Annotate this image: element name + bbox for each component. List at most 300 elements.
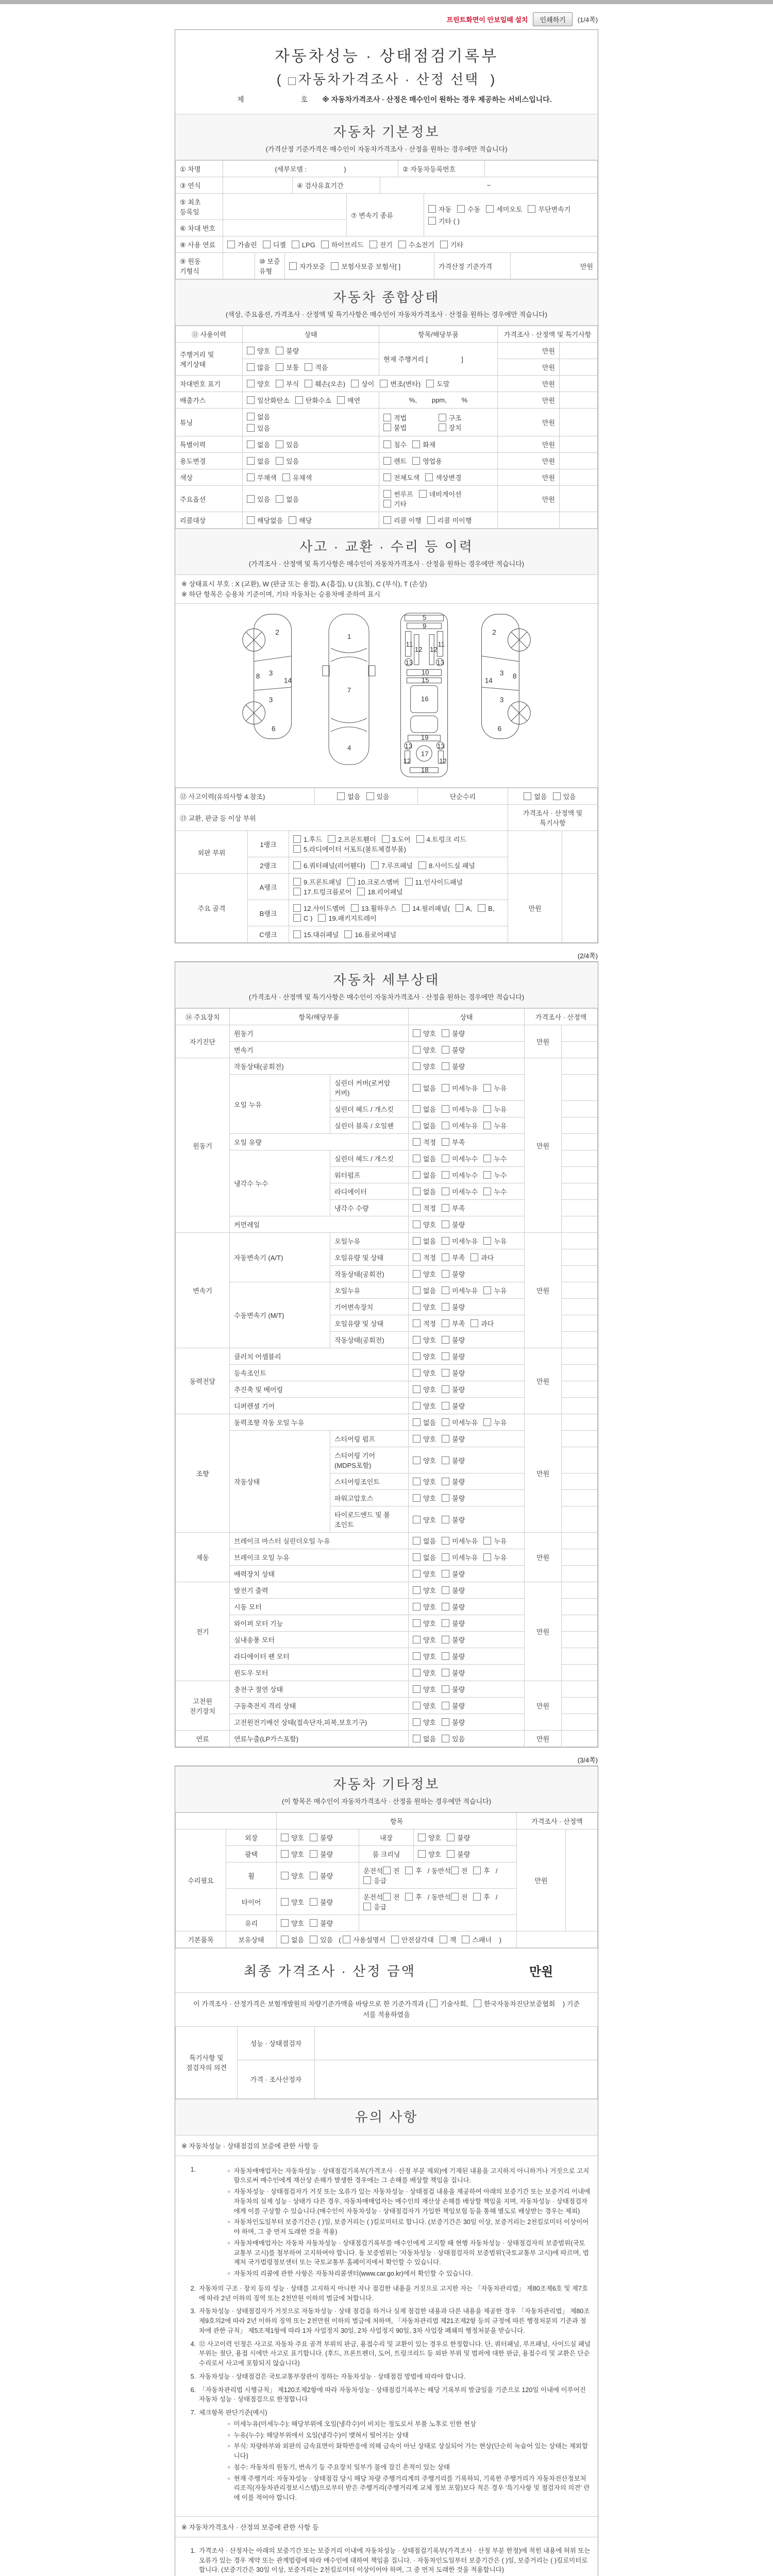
checkbox[interactable]	[483, 1084, 491, 1092]
checkbox[interactable]	[413, 1270, 421, 1278]
checkbox[interactable]	[413, 1570, 421, 1578]
checkbox[interactable]	[483, 1188, 491, 1195]
checkbox[interactable]	[442, 1402, 449, 1410]
amount-cell[interactable]	[562, 1698, 598, 1714]
checkbox[interactable]	[402, 904, 410, 912]
amount-cell[interactable]	[562, 1332, 598, 1348]
checkbox-label: 후	[415, 1893, 422, 1901]
amount-cell[interactable]	[562, 1299, 598, 1315]
checkbox[interactable]	[439, 414, 446, 421]
checkbox[interactable]	[413, 1385, 421, 1393]
checkbox[interactable]	[425, 473, 433, 481]
checkbox[interactable]	[442, 1685, 449, 1693]
checkbox[interactable]	[427, 516, 435, 524]
inspector-opinion-cell[interactable]	[315, 2026, 598, 2060]
checkbox[interactable]	[281, 1898, 289, 1906]
checkbox[interactable]	[442, 1652, 449, 1660]
table-row: 차대번호 표기 양호 부식 훼손(오손) 상이 변조(변타) 도말 만원	[176, 376, 598, 392]
checkbox[interactable]	[416, 835, 424, 843]
price-cell[interactable]: 만원	[525, 1533, 562, 1582]
checkbox[interactable]	[247, 396, 255, 404]
item-label: 시동 모터	[230, 1599, 409, 1615]
checkbox[interactable]	[412, 440, 420, 448]
submodel-cell[interactable]: (세부모델 : )	[223, 161, 398, 177]
checkbox[interactable]	[383, 1867, 391, 1874]
checkbox[interactable]	[282, 473, 290, 481]
checkbox[interactable]	[310, 1936, 317, 1943]
checkbox[interactable]	[442, 1636, 449, 1643]
checkbox[interactable]	[351, 904, 359, 912]
checkbox[interactable]	[337, 792, 345, 800]
checkbox[interactable]	[351, 380, 359, 387]
checkbox[interactable]	[442, 1494, 449, 1502]
checkbox[interactable]	[413, 1718, 421, 1726]
checkbox[interactable]	[413, 1188, 421, 1195]
section-basic-header: 자동차 기본정보 (가격산정 기준가격은 매수인이 자동차가격조사 · 산정을 원하는 경우에만 적습니다)	[175, 114, 598, 160]
checkbox[interactable]	[347, 878, 355, 886]
final-price-value[interactable]: 만원	[529, 1965, 553, 1979]
amount-cell[interactable]	[562, 1025, 598, 1042]
checkbox[interactable]	[451, 1867, 459, 1874]
checkbox[interactable]	[413, 1669, 421, 1676]
checkbox[interactable]	[310, 1834, 317, 1841]
checkbox[interactable]	[305, 380, 312, 387]
checkbox[interactable]	[413, 1336, 421, 1344]
checkbox[interactable]	[289, 262, 297, 270]
amount-cell[interactable]	[562, 1398, 598, 1414]
checkbox[interactable]	[483, 1155, 491, 1162]
checkbox[interactable]	[413, 1303, 421, 1311]
state-options	[409, 1681, 525, 1698]
checkbox[interactable]	[405, 1867, 413, 1874]
checkbox[interactable]	[483, 1537, 491, 1545]
amount-cell[interactable]	[562, 1058, 598, 1075]
checkbox[interactable]	[442, 1105, 449, 1113]
checkbox[interactable]	[413, 1435, 421, 1443]
checkbox[interactable]	[442, 1286, 449, 1294]
checkbox-label: 없음	[257, 441, 271, 449]
checkbox[interactable]	[276, 440, 283, 448]
checkbox[interactable]	[553, 792, 561, 800]
checkbox[interactable]	[247, 380, 255, 387]
checkbox[interactable]	[413, 1418, 421, 1426]
checkbox[interactable]	[295, 396, 303, 404]
checkbox[interactable]	[281, 1936, 289, 1943]
checkbox[interactable]	[451, 1893, 459, 1901]
checkbox[interactable]	[413, 1735, 421, 1742]
checkbox[interactable]	[292, 241, 299, 248]
checkbox[interactable]	[247, 363, 255, 371]
checkbox[interactable]	[391, 1936, 399, 1943]
checkbox[interactable]	[247, 413, 255, 420]
checkbox[interactable]	[442, 1619, 449, 1627]
checkbox[interactable]	[369, 241, 377, 248]
checkbox[interactable]	[457, 205, 465, 213]
checkbox-label: 잭	[449, 1936, 457, 1944]
checkbox[interactable]	[442, 1586, 449, 1594]
checkbox[interactable]	[413, 1516, 421, 1523]
checkbox[interactable]	[293, 888, 301, 895]
checkbox[interactable]	[357, 888, 365, 895]
checkbox[interactable]	[413, 1138, 421, 1146]
checkbox[interactable]	[276, 457, 283, 465]
checkbox[interactable]	[413, 1456, 421, 1464]
checkbox[interactable]	[412, 457, 420, 465]
checkbox[interactable]	[247, 516, 255, 524]
checkbox[interactable]	[413, 1685, 421, 1693]
amount-cell[interactable]	[562, 1681, 598, 1698]
checkbox[interactable]	[442, 1221, 449, 1228]
checkbox[interactable]	[413, 1084, 421, 1092]
first-reg-date-cell[interactable]	[223, 194, 347, 220]
price-cell[interactable]: 만원	[525, 1025, 562, 1058]
base-price-cell[interactable]: 만원	[511, 253, 598, 279]
checkbox[interactable]	[442, 1029, 449, 1037]
checkbox[interactable]	[413, 1029, 421, 1037]
checkbox-label: 장치	[448, 423, 462, 432]
checkbox[interactable]	[428, 205, 436, 213]
appraiser-opinion-cell[interactable]	[315, 2060, 598, 2098]
amount-cell[interactable]	[562, 1599, 598, 1615]
checkbox[interactable]	[426, 380, 434, 387]
checkbox[interactable]	[442, 1084, 449, 1092]
checkbox[interactable]	[442, 1319, 449, 1327]
checkbox[interactable]	[483, 1237, 491, 1245]
checkbox[interactable]	[366, 792, 374, 800]
checkbox[interactable]	[442, 1171, 449, 1179]
checkbox[interactable]	[413, 1286, 421, 1294]
price-cell[interactable]: 만원	[525, 1414, 562, 1533]
checkbox[interactable]	[405, 1893, 413, 1901]
amount-cell[interactable]	[562, 1365, 598, 1381]
checkbox[interactable]	[310, 1898, 317, 1906]
checkbox[interactable]	[247, 495, 255, 503]
amount-cell[interactable]	[562, 1183, 598, 1200]
checkbox-label: 색상변경	[435, 474, 462, 482]
checkbox[interactable]	[483, 1286, 491, 1294]
amount-cell[interactable]	[562, 1101, 598, 1117]
amount-cell[interactable]	[562, 1431, 598, 1447]
checkbox[interactable]	[456, 904, 463, 912]
checkbox[interactable]	[413, 1603, 421, 1611]
checkbox[interactable]	[383, 414, 391, 421]
checkbox[interactable]	[247, 440, 255, 448]
checkbox[interactable]	[442, 1418, 449, 1426]
checkbox[interactable]	[428, 217, 436, 225]
checkbox[interactable]	[447, 1850, 455, 1858]
checkbox[interactable]	[413, 1537, 421, 1545]
checkbox[interactable]	[442, 1303, 449, 1311]
checkbox[interactable]	[413, 1171, 421, 1179]
checkbox[interactable]	[413, 1586, 421, 1594]
svg-text:17: 17	[421, 750, 429, 758]
checkbox[interactable]	[442, 1253, 449, 1261]
checkbox[interactable]	[440, 241, 448, 248]
checkbox[interactable]	[310, 1872, 317, 1879]
checkbox[interactable]	[442, 1669, 449, 1676]
checkbox[interactable]	[413, 1237, 421, 1245]
checkbox[interactable]	[398, 241, 406, 248]
amount-cell[interactable]	[562, 1566, 598, 1582]
checkbox[interactable]	[383, 1893, 391, 1901]
checkbox[interactable]	[328, 835, 335, 843]
checkbox[interactable]	[473, 1893, 481, 1901]
amount-cell[interactable]	[562, 1348, 598, 1365]
checkbox[interactable]	[470, 1319, 478, 1327]
checkbox[interactable]	[318, 914, 326, 922]
checkbox[interactable]	[405, 878, 413, 886]
amount-cell[interactable]	[562, 1200, 598, 1216]
checkbox[interactable]	[447, 1834, 455, 1841]
amount-cell[interactable]	[562, 1315, 598, 1332]
checkbox[interactable]	[247, 457, 255, 465]
checkbox[interactable]	[289, 516, 296, 524]
section-accident-header: 사고 · 교환 · 수리 등 이력 (가격조사 · 산정액 및 특기사항은 매수인이 자동차가격조사 · 산정을 원하는 경우에만 적습니다)	[175, 529, 598, 575]
item-label: 연료누출(LP가스포함)	[230, 1731, 409, 1747]
checkbox[interactable]	[413, 1155, 421, 1162]
checkbox[interactable]	[413, 1352, 421, 1360]
checkbox[interactable]	[442, 1553, 449, 1561]
checkbox[interactable]	[483, 1171, 491, 1179]
checkbox[interactable]	[442, 1155, 449, 1162]
car-side-right-diagram	[470, 612, 532, 741]
checkbox[interactable]	[310, 1850, 317, 1858]
checkbox[interactable]	[383, 500, 391, 507]
checkbox[interactable]	[462, 1936, 469, 1943]
checkbox[interactable]	[442, 1603, 449, 1611]
checkbox-label: 없음	[257, 457, 271, 465]
checkbox[interactable]	[383, 423, 391, 431]
checkbox[interactable]	[442, 1570, 449, 1578]
price-cell[interactable]: 만원	[525, 1348, 562, 1414]
checkbox[interactable]	[383, 490, 391, 498]
state-options	[409, 1101, 525, 1117]
checkbox[interactable]	[430, 1999, 438, 2007]
checkbox[interactable]	[276, 363, 283, 371]
price-cell[interactable]: 만원	[525, 1681, 562, 1731]
price-cell[interactable]: 만원	[525, 1731, 562, 1747]
checkbox[interactable]	[413, 1652, 421, 1660]
checkbox[interactable]	[413, 1319, 421, 1327]
checkbox[interactable]	[442, 1718, 449, 1726]
checkbox[interactable]	[418, 861, 426, 869]
checkbox[interactable]	[413, 1204, 421, 1212]
checkbox[interactable]	[293, 930, 301, 938]
checkbox[interactable]	[293, 904, 301, 912]
checkbox[interactable]	[483, 1105, 491, 1113]
checkbox[interactable]	[331, 262, 339, 270]
checkbox[interactable]	[413, 1553, 421, 1561]
checkbox[interactable]	[442, 1516, 449, 1523]
checkbox[interactable]	[247, 424, 255, 432]
checkbox[interactable]	[276, 495, 283, 503]
checkbox[interactable]	[363, 1903, 371, 1910]
checkbox[interactable]	[310, 1919, 317, 1927]
amount-cell[interactable]	[562, 1266, 598, 1282]
amount-cell[interactable]	[562, 1249, 598, 1266]
checkbox[interactable]	[276, 347, 283, 354]
checkbox[interactable]	[305, 363, 312, 371]
checkbox[interactable]	[528, 205, 535, 213]
checkbox[interactable]	[473, 1867, 481, 1874]
checkbox[interactable]	[281, 1919, 289, 1927]
amount-cell[interactable]	[562, 1506, 598, 1533]
amount-cell[interactable]	[562, 1216, 598, 1233]
checkbox[interactable]	[382, 835, 390, 843]
checkbox[interactable]	[413, 1402, 421, 1410]
checkbox[interactable]	[442, 1735, 449, 1742]
checkbox[interactable]	[371, 861, 379, 869]
checkbox[interactable]	[383, 440, 391, 448]
price-cell[interactable]: 만원	[525, 1582, 562, 1681]
checkbox[interactable]	[383, 457, 391, 465]
checkbox[interactable]	[483, 1122, 491, 1129]
amount-cell[interactable]	[562, 1731, 598, 1747]
checkbox[interactable]	[413, 1062, 421, 1070]
checkbox[interactable]	[227, 241, 235, 248]
checkbox[interactable]	[337, 396, 345, 404]
checkbox[interactable]	[413, 1619, 421, 1627]
checkbox[interactable]	[413, 1494, 421, 1502]
amount-cell[interactable]	[562, 1632, 598, 1648]
checkbox[interactable]	[483, 1553, 491, 1561]
checkbox[interactable]	[413, 1478, 421, 1485]
engine-type-cell[interactable]	[223, 253, 255, 279]
checkbox[interactable]	[470, 1253, 478, 1261]
checkbox[interactable]	[344, 930, 352, 938]
checkbox[interactable]	[413, 1046, 421, 1054]
price-cell[interactable]: 만원	[525, 1058, 562, 1233]
checkbox[interactable]	[483, 1418, 491, 1426]
amount-cell[interactable]	[562, 1282, 598, 1299]
amount-cell[interactable]	[562, 1381, 598, 1398]
checkbox[interactable]	[247, 473, 255, 481]
checkbox[interactable]	[442, 1270, 449, 1278]
checkbox[interactable]	[442, 1046, 449, 1054]
checkbox[interactable]	[281, 1850, 289, 1858]
checkbox[interactable]	[442, 1204, 449, 1212]
checkbox[interactable]	[442, 1138, 449, 1146]
checkbox[interactable]	[442, 1352, 449, 1360]
checkbox[interactable]	[486, 205, 494, 213]
checkbox[interactable]	[418, 1834, 426, 1841]
checkbox[interactable]	[524, 792, 531, 800]
checkbox[interactable]	[419, 490, 427, 498]
checkbox-label: 침수	[394, 441, 407, 449]
amount-cell[interactable]	[562, 1714, 598, 1731]
checkbox[interactable]	[442, 1385, 449, 1393]
amount-cell[interactable]	[562, 1648, 598, 1665]
amount-cell[interactable]	[562, 1233, 598, 1249]
print-button[interactable]: 인쇄하기	[533, 12, 572, 26]
checkbox[interactable]	[413, 1369, 421, 1377]
checkbox[interactable]	[363, 1876, 371, 1884]
amount-cell[interactable]	[562, 1490, 598, 1506]
checkbox[interactable]	[413, 1636, 421, 1643]
checkbox[interactable]	[478, 904, 485, 912]
amount-cell[interactable]	[562, 1134, 598, 1150]
state-options	[409, 1447, 525, 1473]
model-year-cell[interactable]	[223, 177, 293, 194]
checkbox[interactable]	[343, 1936, 350, 1943]
amount-cell[interactable]	[562, 1533, 598, 1549]
checkbox[interactable]	[293, 835, 301, 843]
checkbox[interactable]	[288, 77, 296, 85]
checkbox[interactable]	[413, 1253, 421, 1261]
checkbox[interactable]	[293, 845, 301, 853]
checkbox[interactable]	[293, 878, 301, 886]
checkbox[interactable]	[440, 1936, 447, 1943]
checkbox[interactable]	[442, 1237, 449, 1245]
reg-number-cell[interactable]	[485, 161, 598, 177]
checkbox[interactable]	[439, 423, 446, 431]
checkbox[interactable]	[281, 1834, 289, 1841]
amount-cell[interactable]	[562, 1615, 598, 1632]
checkbox[interactable]	[247, 347, 255, 354]
checkbox[interactable]	[418, 1850, 426, 1858]
checkbox[interactable]	[413, 1221, 421, 1228]
detail-row	[176, 1533, 598, 1549]
vin-cell[interactable]	[223, 220, 347, 236]
mileage-cell[interactable]: 현재 주행거리 [ ]	[379, 343, 498, 376]
amount-cell[interactable]	[562, 1665, 598, 1681]
checkbox[interactable]	[413, 1702, 421, 1709]
amount-cell[interactable]	[562, 1075, 598, 1101]
amount-cell[interactable]	[562, 1582, 598, 1599]
checkbox-label: 불량	[452, 1435, 465, 1443]
checkbox[interactable]	[442, 1336, 449, 1344]
amount-cell[interactable]	[562, 1447, 598, 1473]
checkbox[interactable]	[442, 1188, 449, 1195]
checkbox[interactable]	[263, 241, 271, 248]
checkbox[interactable]	[380, 380, 388, 387]
checkbox[interactable]	[474, 1999, 481, 2007]
checkbox[interactable]	[293, 914, 301, 922]
checkbox[interactable]	[442, 1478, 449, 1485]
checkbox[interactable]	[442, 1435, 449, 1443]
checkbox[interactable]	[442, 1702, 449, 1709]
checkbox-label: 불량	[320, 1872, 333, 1880]
amount-cell[interactable]	[562, 1042, 598, 1058]
checkbox[interactable]	[413, 1122, 421, 1129]
checkbox-label: 미세누수	[452, 1188, 478, 1196]
checkbox[interactable]	[442, 1456, 449, 1464]
checkbox[interactable]	[321, 241, 329, 248]
inspection-period-cell[interactable]: ~	[380, 177, 598, 194]
checkbox[interactable]	[383, 516, 391, 524]
checkbox[interactable]	[442, 1062, 449, 1070]
checkbox[interactable]	[281, 1872, 289, 1879]
checkbox[interactable]	[442, 1369, 449, 1377]
checkbox[interactable]	[442, 1537, 449, 1545]
amount-cell[interactable]	[562, 1473, 598, 1490]
amount-cell[interactable]	[562, 1414, 598, 1431]
car-damage-diagram[interactable]	[175, 604, 598, 788]
amount-cell[interactable]	[562, 1167, 598, 1183]
checkbox-label: 없음	[423, 1238, 436, 1245]
price-cell[interactable]: 만원	[525, 1233, 562, 1348]
install-notice-link[interactable]: 프린트화면이 안보일때 설치	[446, 16, 528, 24]
checkbox[interactable]	[413, 1105, 421, 1113]
state-options	[409, 1506, 525, 1533]
checkbox[interactable]	[442, 1122, 449, 1129]
amount-cell[interactable]	[562, 1150, 598, 1167]
checkbox[interactable]	[293, 861, 301, 869]
amount-cell[interactable]	[562, 1549, 598, 1566]
checkbox[interactable]	[383, 473, 391, 481]
amount-cell[interactable]	[562, 1117, 598, 1134]
checkbox[interactable]	[276, 380, 283, 387]
